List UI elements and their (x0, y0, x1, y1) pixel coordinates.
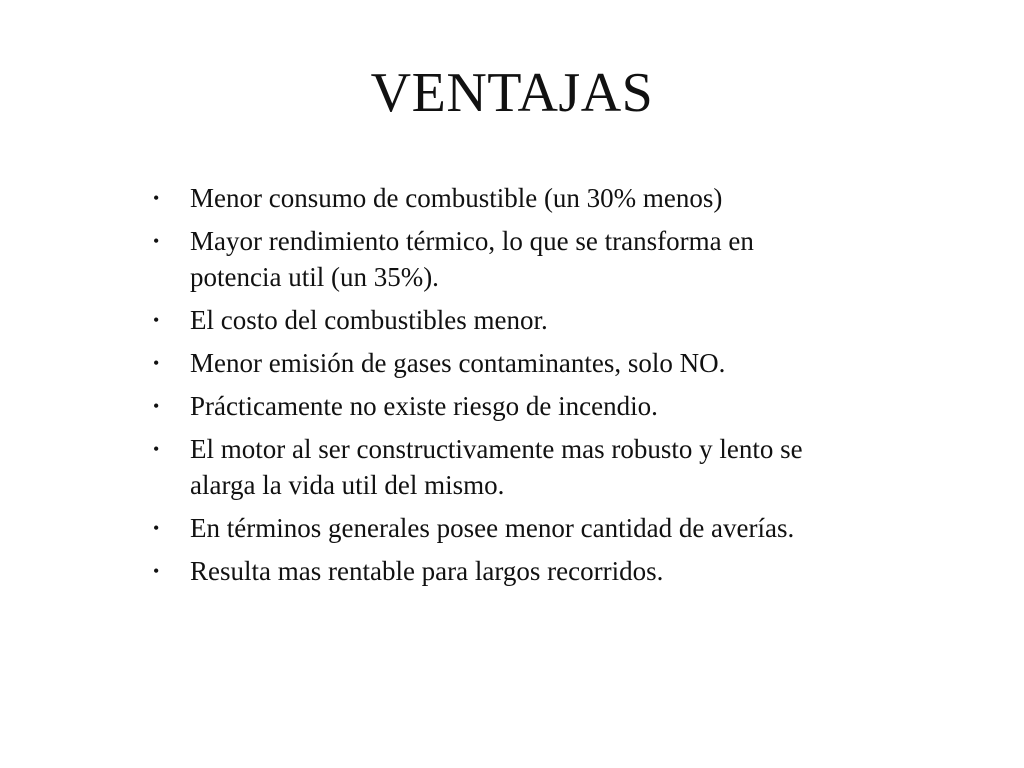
list-item-text: Mayor rendimiento térmico, lo que se transforma en potencia util (un 35%). (190, 226, 754, 292)
list-item-text: En términos generales posee menor cantidad de averías. (190, 513, 795, 543)
bullet-icon: • (153, 561, 160, 581)
list-item (148, 553, 848, 589)
bullet-list (148, 180, 848, 596)
bullet-icon: • (153, 439, 160, 459)
bullet-icon: • (153, 396, 160, 416)
list-item-text: El motor al ser constructivamente mas robusto y lento se alarga la vida util del mismo. (190, 434, 803, 500)
bullet-icon: • (153, 310, 160, 330)
list-item (148, 302, 848, 338)
list-item-text: Menor consumo de combustible (un 30% menos) (190, 183, 723, 213)
list-item (148, 431, 848, 503)
list-item (148, 345, 848, 381)
list-item (148, 510, 848, 546)
list-item (148, 180, 848, 216)
slide-title: VENTAJAS (370, 62, 654, 124)
list-item-text: Resulta mas rentable para largos recorridos. (190, 556, 664, 586)
list-item (148, 388, 848, 424)
bullet-icon: • (153, 231, 160, 251)
list-item-text: El costo del combustibles menor. (190, 305, 548, 335)
bullet-icon: • (153, 518, 160, 538)
bullet-icon: • (153, 353, 160, 373)
list-item-text: Menor emisión de gases contaminantes, solo NO. (190, 348, 726, 378)
bullet-icon: • (153, 188, 160, 208)
list-item (148, 223, 848, 295)
list-item-text: Prácticamente no existe riesgo de incendio. (190, 391, 658, 421)
